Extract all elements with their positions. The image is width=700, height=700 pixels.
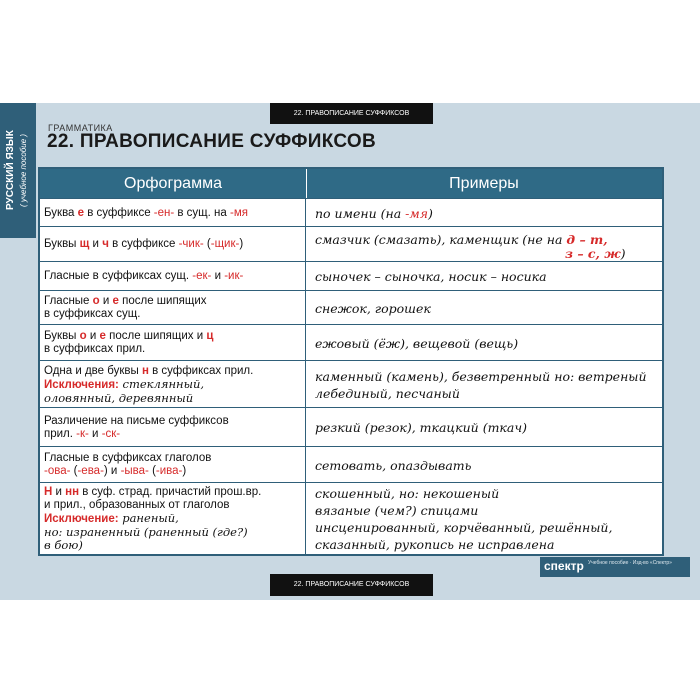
rule-cell: Н и нн в суф. страд. причастий прош.вр. и прил., образованных от глаголов Исключение: раненый, но: израненный (раненный (где?) в бою) <box>40 483 306 555</box>
example-cell: смазчик (смазать), каменщик (не на д – т, з – с, ж) <box>315 232 626 261</box>
rule-cell: Буквы о и е после шипящих и ц в суффиксах прил. <box>40 325 306 361</box>
bottom-bar: 22. ПРАВОПИСАНИЕ СУФФИКСОВ <box>270 574 433 596</box>
example-cell: снежок, горошек <box>315 300 431 316</box>
example-cell: резкий (резок), ткацкий (ткач) <box>315 420 527 435</box>
example-cell: сетовать, опаздывать <box>315 457 472 473</box>
header-examples: Примеры <box>449 175 519 192</box>
example-cell: каменный (камень), безветренный но: ветреный лебединый, песчаный <box>315 368 647 401</box>
publisher-info: Учебное пособие · Изд-во «Спектр» <box>588 560 672 566</box>
rule-cell: Буква е в суффиксе -ен- в сущ. на -мя <box>40 199 306 227</box>
top-bar: 22. ПРАВОПИСАНИЕ СУФФИКСОВ <box>270 103 433 124</box>
side-tab <box>0 103 36 238</box>
table-row <box>40 360 662 408</box>
example-cell: ежовый (ёж), вещевой (вещь) <box>315 335 519 351</box>
table-row <box>40 290 662 325</box>
rule-cell: Гласные в суффиксах сущ. -ек- и -ик- <box>40 262 306 291</box>
publisher-brand: спектр <box>544 559 584 573</box>
rule-cell: Одна и две буквы н в суффиксах прил. Исключения: стеклянный, оловянный, деревянный <box>40 361 306 408</box>
rule-cell: Буквы щ и ч в суффиксе -чик- (-щик-) <box>40 227 306 262</box>
table-row <box>40 446 662 483</box>
table-header <box>40 169 662 198</box>
example-cell: сыночек – сыночка, носик – носика <box>315 269 547 284</box>
example-cell: по имени (на -мя) <box>315 205 433 221</box>
page-title: 22. ПРАВОПИСАНИЕ СУФФИКСОВ <box>47 131 377 152</box>
table-row <box>40 226 662 262</box>
rule-cell: Гласные в суффиксах глаголов -ова- (-ева-) и -ыва- (-ива-) <box>40 447 306 483</box>
side-tab-subtitle: ( учебное пособие ) <box>19 133 28 208</box>
table-row <box>40 407 662 447</box>
rule-cell: Гласные о и е после шипящих в суффиксах сущ. <box>40 291 306 325</box>
publisher-logo <box>540 557 690 577</box>
table-row <box>40 482 662 555</box>
table-row <box>40 324 662 361</box>
rules-table <box>38 167 664 556</box>
rule-cell: Различение на письме суффиксов прил. -к- и -ск- <box>40 408 306 447</box>
table-row <box>40 261 662 291</box>
example-cell: скошенный, но: некошеный вязаные (чем?) спицами инсценированный, корчёванный, решённый, сказанный, рукопись не исправлена <box>315 486 613 552</box>
side-tab-title: РУССКИЙ ЯЗЫК <box>5 130 16 211</box>
header-orthogram: Орфограмма <box>40 169 307 198</box>
section-label: ГРАММАТИКА <box>48 123 113 133</box>
table-row <box>40 198 662 227</box>
